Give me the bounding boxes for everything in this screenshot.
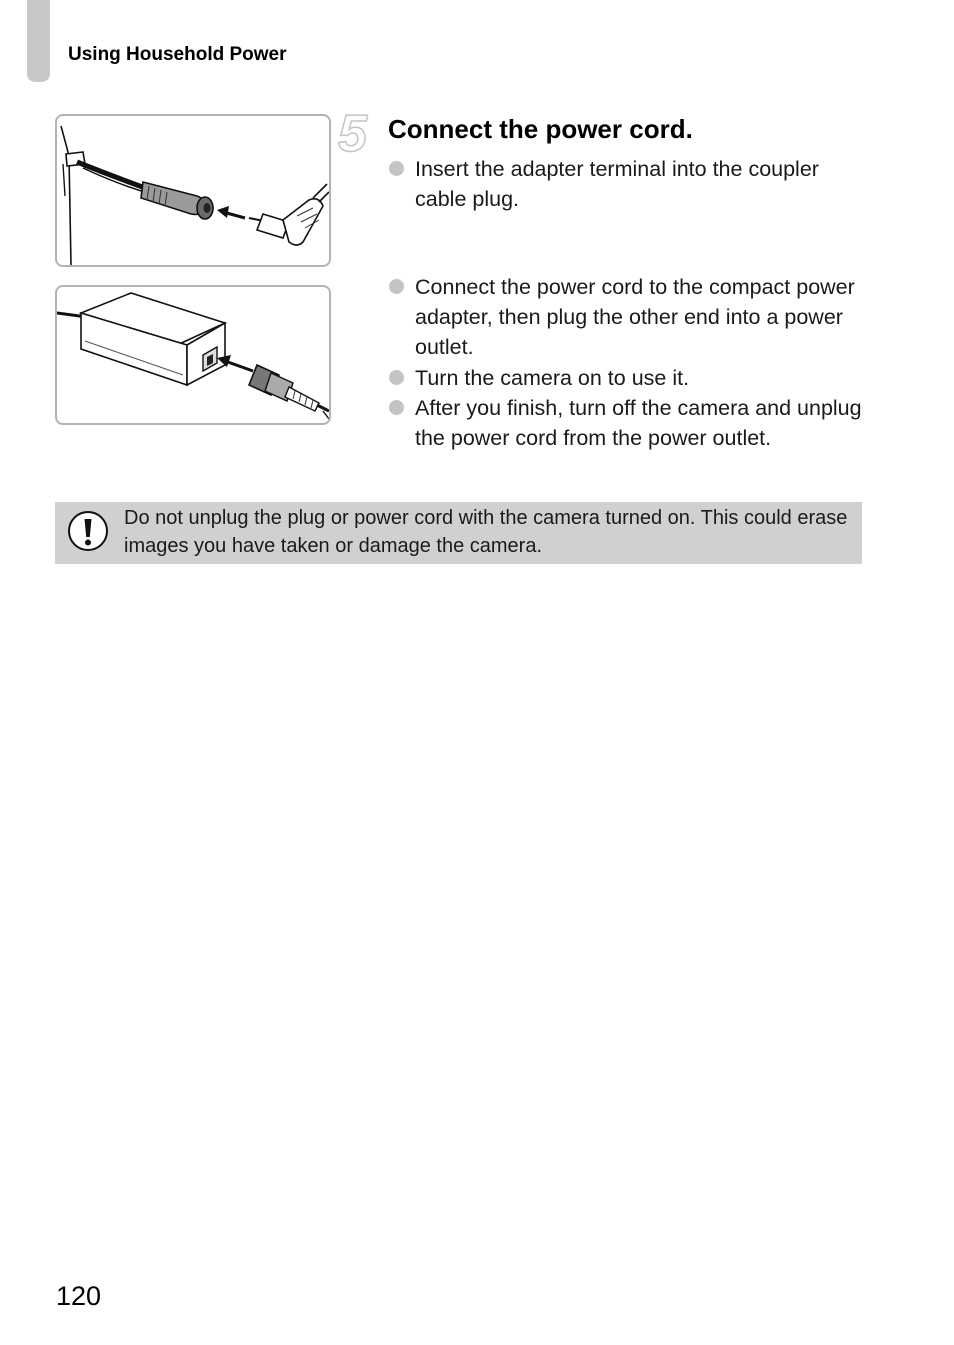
instruction-text: Insert the adapter terminal into the coupler cable plug.: [415, 157, 819, 212]
instruction-text: Turn the camera on to use it.: [415, 365, 690, 390]
instruction-item: [388, 363, 868, 393]
bullet-icon: [389, 370, 404, 385]
bullet-icon: [389, 279, 404, 294]
step-title: Connect the power cord.: [388, 114, 693, 144]
caution-text: Do not unplug the plug or power cord with the camera turned on. This could erase images you have taken or damage the camera.: [124, 507, 848, 557]
instruction-text: Connect the power cord to the compact power adapter, then plug the other end into a power outlet.: [415, 275, 855, 360]
instruction-item: [388, 393, 868, 453]
instruction-list-power: [388, 272, 868, 453]
bullet-icon: [389, 161, 404, 176]
illustration-coupler-connection: [55, 114, 331, 267]
instruction-text: After you finish, turn off the camera and unplug the power cord from the power outlet.: [415, 395, 862, 451]
section-title: Using Household Power: [68, 44, 287, 65]
caution-box: [55, 502, 862, 564]
exclamation-icon: [67, 510, 109, 552]
instruction-item: [388, 154, 868, 214]
side-tab-marker: [27, 0, 50, 82]
instruction-item: [388, 272, 868, 363]
illustration-power-adapter: [55, 285, 331, 425]
page-number: 120: [56, 1281, 102, 1311]
instruction-list-coupler: [388, 154, 868, 214]
bullet-icon: [389, 400, 404, 415]
step-number: 5: [338, 105, 367, 163]
